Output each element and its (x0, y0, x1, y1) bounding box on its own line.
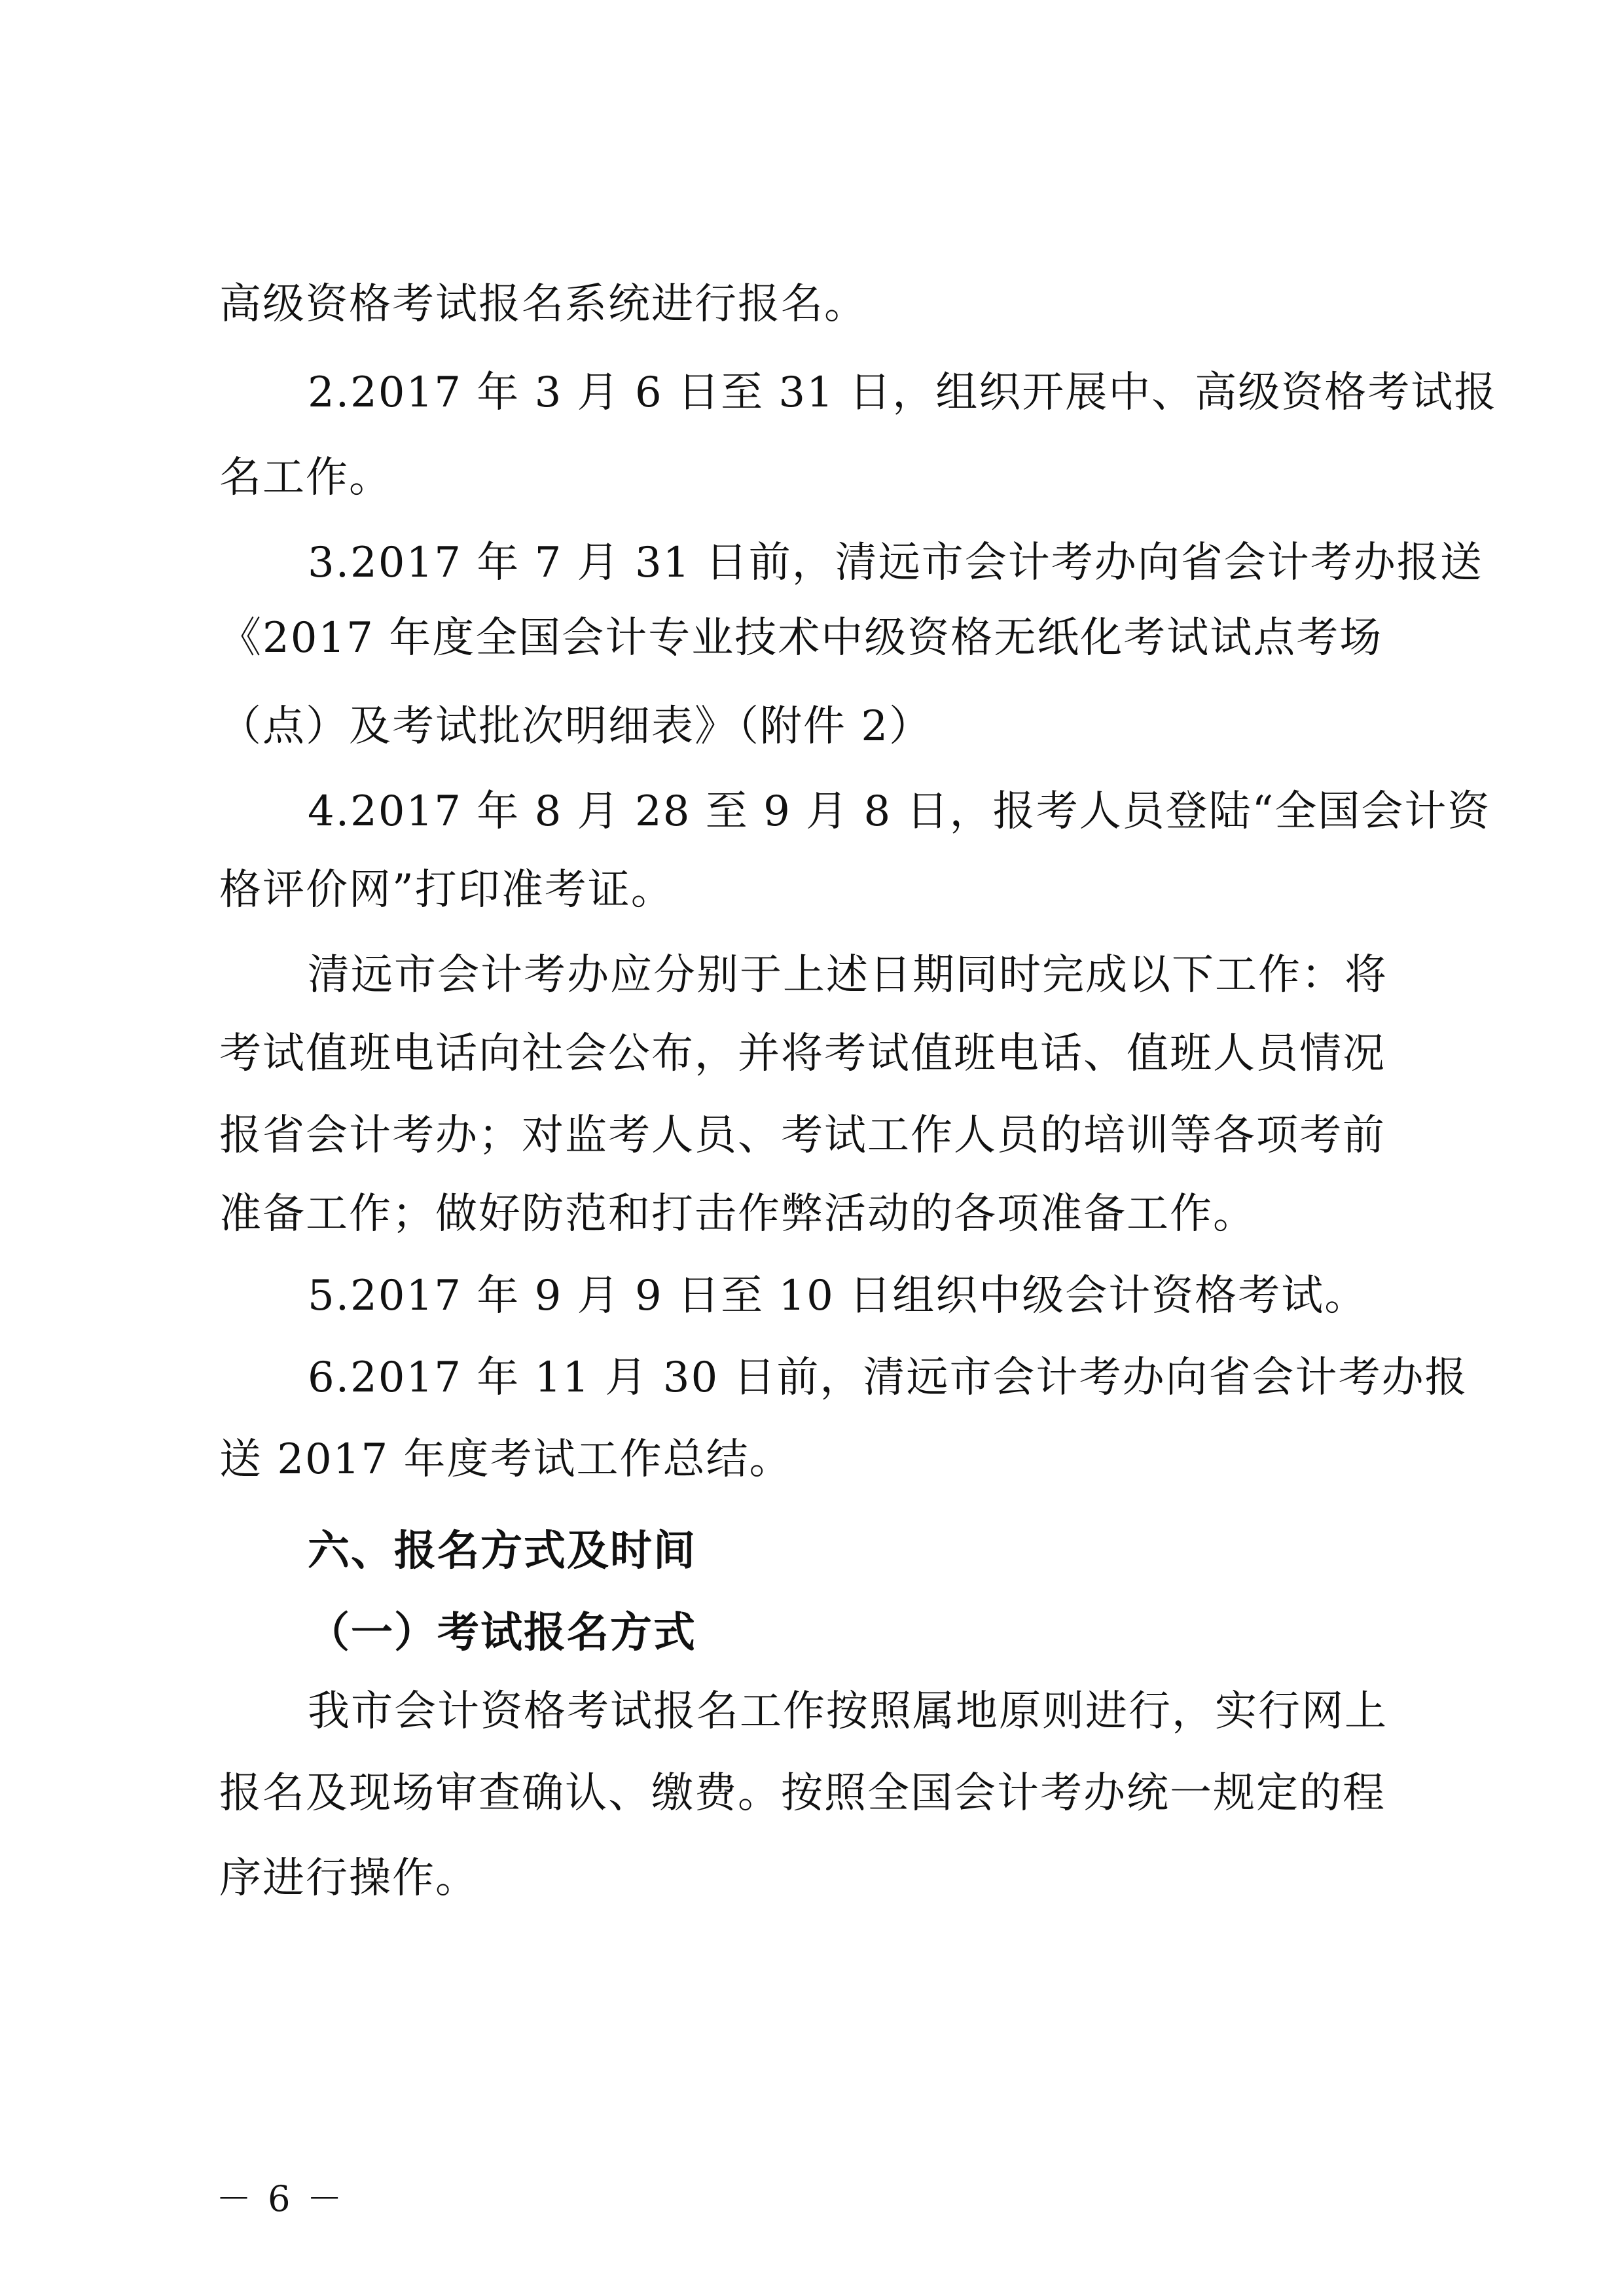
paragraph-line: 我市会计资格考试报名工作按照属地原则进行，实行网上 (308, 1687, 1388, 1736)
paragraph-line: 2.2017 年 3 月 6 日至 31 日，组织开展中、高级资格考试报 (308, 368, 1498, 417)
paragraph-line: 清远市会计考办应分别于上述日期同时完成以下工作：将 (308, 951, 1388, 999)
paragraph-line: 送 2017 年度考试工作总结。 (219, 1435, 793, 1484)
paragraph-line: 3.2017 年 7 月 31 日前，清远市会计考办向省会计考办报送 (308, 539, 1483, 587)
paragraph-line: 考试值班电话向社会公布，并将考试值班电话、值班人员情况 (219, 1030, 1386, 1078)
paragraph-line: 格评价网”打印准考证。 (219, 866, 674, 914)
paragraph-line: 准备工作；做好防范和打击作弊活动的各项准备工作。 (219, 1190, 1256, 1238)
paragraph-line: 高级资格考试报名系统进行报名。 (219, 280, 867, 329)
paragraph-line: 6.2017 年 11 月 30 日前，清远市会计考办向省会计考办报 (308, 1354, 1468, 1402)
paragraph-line: 报名及现场审查确认、缴费。按照全国会计考办统一规定的程 (219, 1769, 1386, 1818)
paragraph-line: 4.2017 年 8 月 28 至 9 月 8 日，报考人员登陆“全国会计资 (308, 787, 1491, 836)
paragraph-line: 序进行操作。 (219, 1854, 478, 1903)
paragraph-line: 报省会计考办；对监考人员、考试工作人员的培训等各项考前 (219, 1111, 1386, 1160)
subsection-heading: （一）考试报名方式 (308, 1609, 696, 1657)
paragraph-line: 名工作。 (219, 454, 392, 502)
section-heading: 六、报名方式及时间 (308, 1527, 696, 1575)
paragraph-line: （点）及考试批次明细表》（附件 2） (219, 702, 933, 751)
page-number: － 6 － (216, 2178, 345, 2219)
paragraph-line: 《2017 年度全国会计专业技术中级资格无纸化考试试点考场 (219, 614, 1383, 662)
paragraph-line: 5.2017 年 9 月 9 日至 10 日组织中级会计资格考试。 (308, 1272, 1368, 1320)
